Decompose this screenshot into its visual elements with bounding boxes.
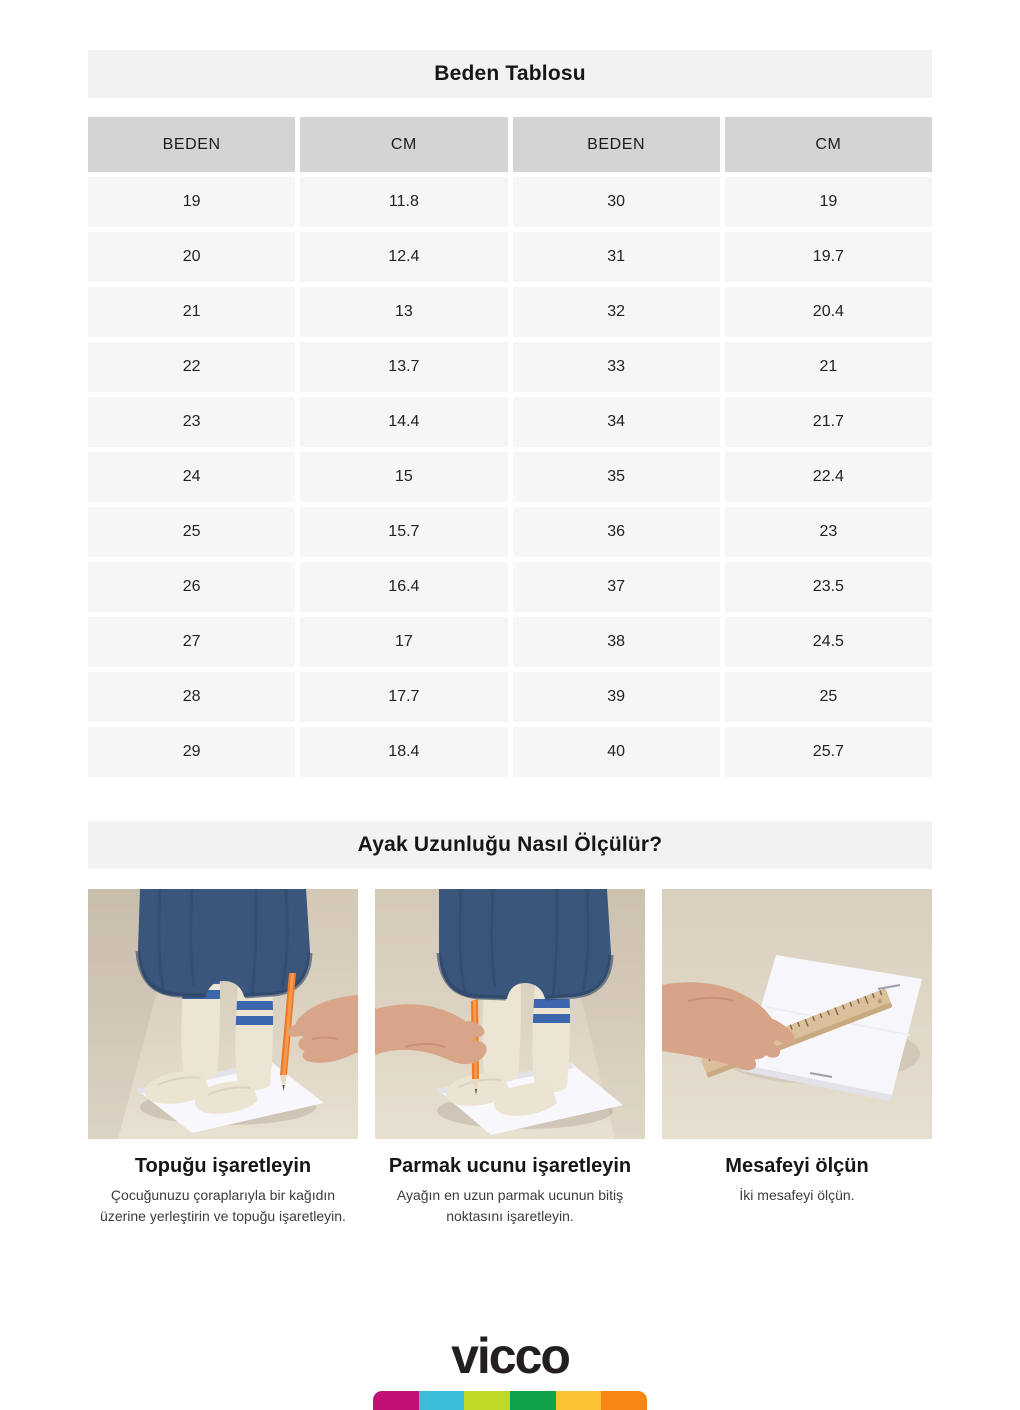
cm-cell: 15 <box>300 452 507 502</box>
cm-cell: 25 <box>725 672 932 722</box>
mark-heel-illustration <box>88 889 358 1139</box>
size-cell: 39 <box>513 672 720 722</box>
step-title: Mesafeyi ölçün <box>725 1155 869 1177</box>
step-mark-heel <box>88 889 358 1227</box>
size-cell: 21 <box>88 287 295 337</box>
size-cell: 33 <box>513 342 720 392</box>
cm-cell: 13 <box>300 287 507 337</box>
size-cell: 37 <box>513 562 720 612</box>
size-cell: 40 <box>513 727 720 777</box>
column-header-beden-right: BEDEN <box>513 117 720 172</box>
column-header-beden-left: BEDEN <box>88 117 295 172</box>
size-cell: 29 <box>88 727 295 777</box>
cm-cell: 14.4 <box>300 397 507 447</box>
cm-cell: 21.7 <box>725 397 932 447</box>
mark-heel-photo <box>88 889 358 1139</box>
size-cell: 19 <box>88 177 295 227</box>
mark-toe-illustration <box>375 889 645 1139</box>
size-cell: 25 <box>88 507 295 557</box>
column-header-cm-left: CM <box>300 117 507 172</box>
size-cell: 38 <box>513 617 720 667</box>
brand-bar-segment-lime <box>464 1391 510 1410</box>
footer <box>0 1328 1020 1410</box>
brand-bar-segment-magenta <box>373 1391 419 1410</box>
size-cell: 27 <box>88 617 295 667</box>
measure-distance-photo <box>662 889 932 1139</box>
cm-cell: 23 <box>725 507 932 557</box>
step-description: İki mesafeyi ölçün. <box>739 1187 855 1203</box>
size-guide-page <box>0 50 1020 1410</box>
cm-cell: 16.4 <box>300 562 507 612</box>
size-cell: 31 <box>513 232 720 282</box>
size-cell: 30 <box>513 177 720 227</box>
cm-cell: 23.5 <box>725 562 932 612</box>
cm-cell: 25.7 <box>725 727 932 777</box>
step-title: Parmak ucunu işaretleyin <box>388 1155 632 1177</box>
step-description: Çocuğunuzu çoraplarıyla bir kağıdın üzerine yerleştirin ve topuğu işaretleyin. <box>100 1187 346 1224</box>
size-cell: 24 <box>88 452 295 502</box>
brand-color-bar <box>373 1391 647 1410</box>
size-cell: 26 <box>88 562 295 612</box>
size-cell: 32 <box>513 287 720 337</box>
step-measure-distance <box>662 889 932 1227</box>
right-sock <box>235 983 273 1090</box>
cm-cell: 15.7 <box>300 507 507 557</box>
cm-cell: 17.7 <box>300 672 507 722</box>
cm-cell: 17 <box>300 617 507 667</box>
size-cell: 20 <box>88 232 295 282</box>
cm-cell: 19 <box>725 177 932 227</box>
cm-cell: 11.8 <box>300 177 507 227</box>
size-cell: 23 <box>88 397 295 447</box>
step-title: Topuğu işaretleyin <box>134 1155 312 1177</box>
cm-cell: 18.4 <box>300 727 507 777</box>
cm-cell: 22.4 <box>725 452 932 502</box>
measure-distance-illustration <box>662 889 932 1139</box>
size-cell: 35 <box>513 452 720 502</box>
size-cell: 28 <box>88 672 295 722</box>
size-table-header-band <box>88 50 932 98</box>
measure-section-title: Ayak Uzunluğu Nasıl Ölçülür? <box>357 833 663 856</box>
brand-bar-segment-yellow <box>556 1391 602 1410</box>
brand-bar-segment-green <box>510 1391 556 1410</box>
measure-section-header-band <box>88 821 932 869</box>
cm-cell: 24.5 <box>725 617 932 667</box>
cm-cell: 19.7 <box>725 232 932 282</box>
cm-cell: 20.4 <box>725 287 932 337</box>
step-description: Ayağın en uzun parmak ucunun bitiş noktasını işaretleyin. <box>396 1187 624 1224</box>
measure-steps <box>88 889 932 1227</box>
cm-cell: 12.4 <box>300 232 507 282</box>
cm-cell: 13.7 <box>300 342 507 392</box>
vicco-logo: vicco <box>451 1328 569 1384</box>
size-table <box>88 117 932 777</box>
size-cell: 34 <box>513 397 720 447</box>
size-cell: 36 <box>513 507 720 557</box>
brand-bar-segment-orange <box>601 1391 647 1410</box>
step-mark-toe <box>375 889 645 1227</box>
cm-cell: 21 <box>725 342 932 392</box>
mark-toe-photo <box>375 889 645 1139</box>
brand-bar-segment-cyan <box>419 1391 465 1410</box>
size-table-title: Beden Tablosu <box>434 62 586 85</box>
size-cell: 22 <box>88 342 295 392</box>
column-header-cm-right: CM <box>725 117 932 172</box>
content-column <box>88 50 932 1227</box>
